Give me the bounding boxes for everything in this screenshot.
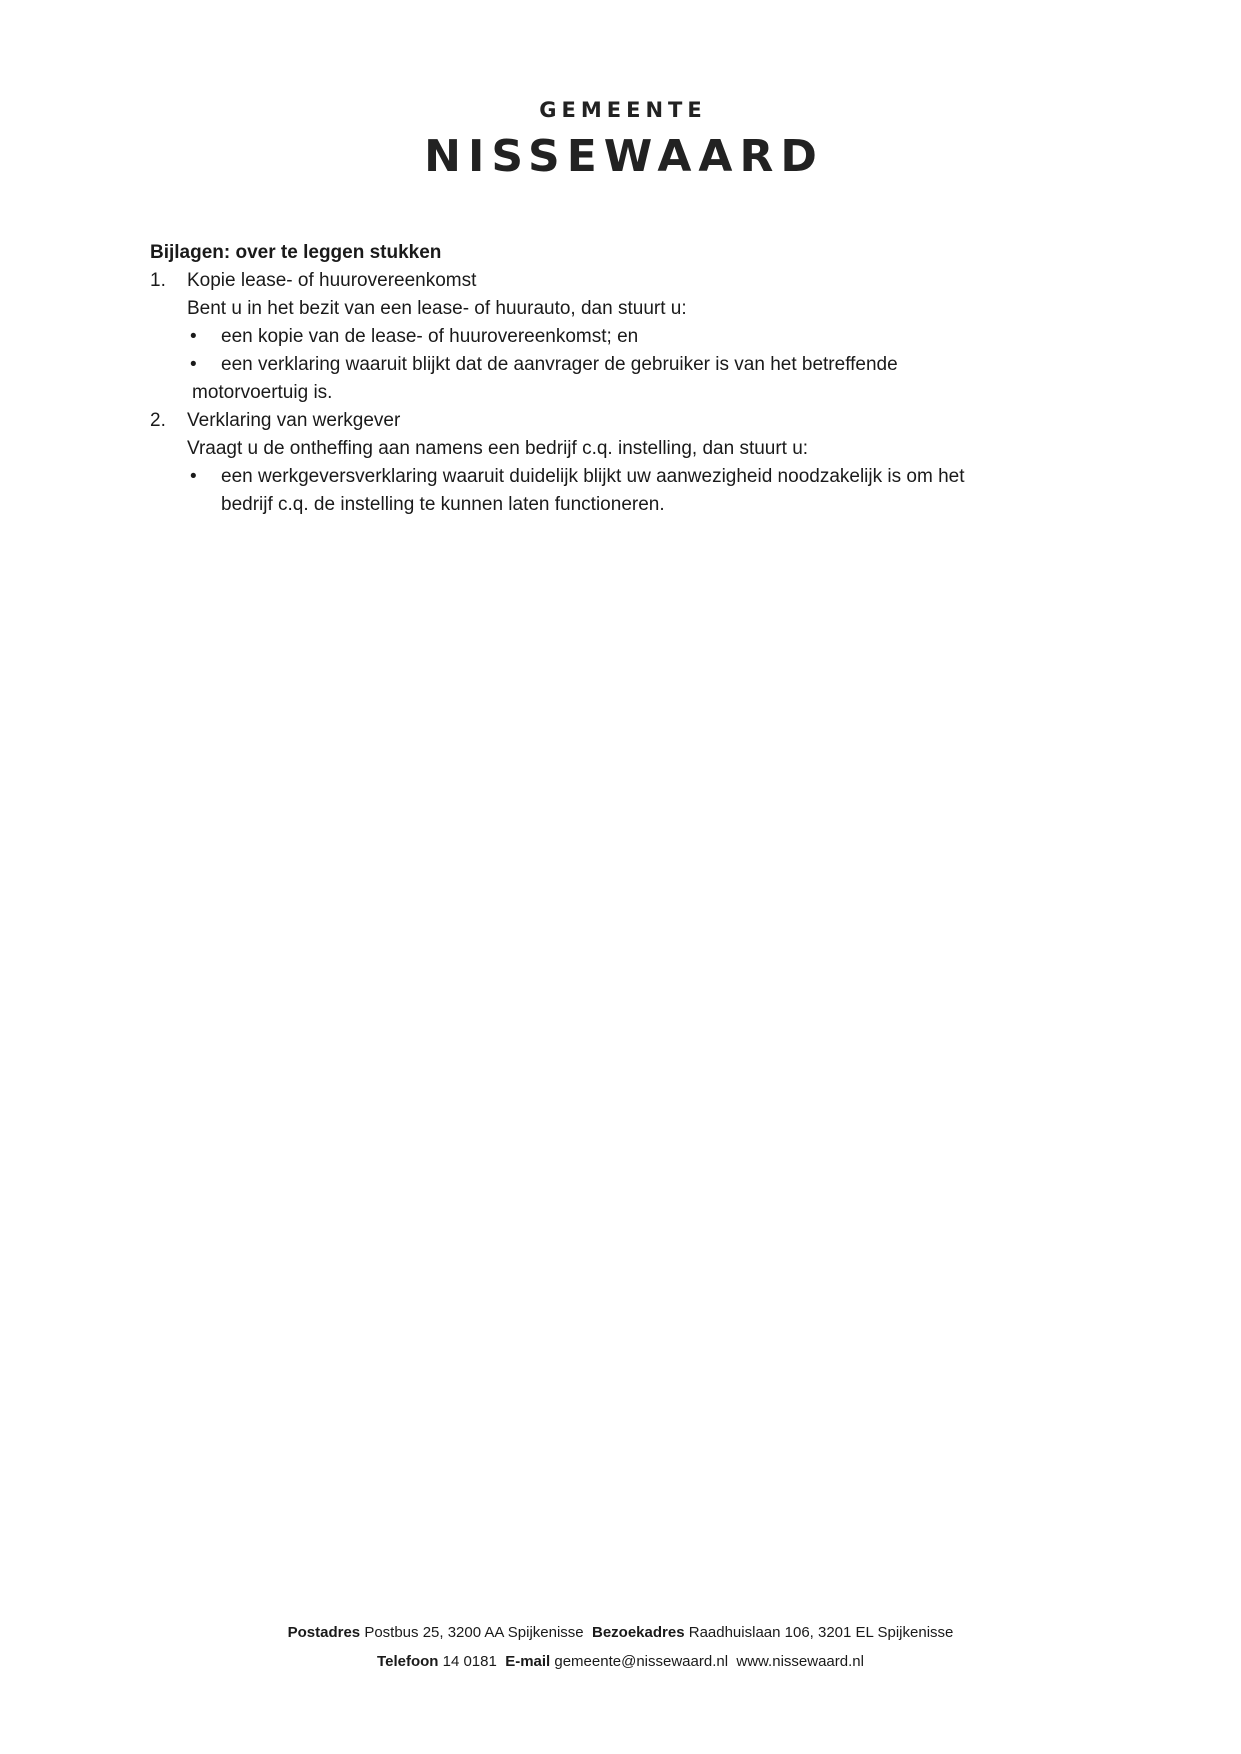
bullet-item bbox=[187, 323, 1100, 351]
list-item-1 bbox=[150, 267, 1100, 407]
logo-main-text: NISSEWAARD bbox=[424, 131, 824, 182]
footer-contact-line bbox=[0, 1647, 1241, 1676]
item-number: 2. bbox=[150, 410, 166, 431]
bullet-text-continuation: motorvoertuig is. bbox=[192, 382, 333, 403]
bullet-text-continuation: bedrijf c.q. de instelling te kunnen laten functioneren. bbox=[221, 494, 665, 515]
website-link[interactable]: www.nissewaard.nl bbox=[736, 1653, 864, 1670]
bezoekadres-label: Bezoekadres bbox=[592, 1624, 685, 1641]
telefoon-value: 14 0181 bbox=[442, 1653, 497, 1670]
footer-address-line bbox=[0, 1618, 1241, 1647]
email-label: E-mail bbox=[505, 1653, 551, 1670]
bullet-text: een kopie van de lease- of huurovereenkomst; en bbox=[221, 326, 639, 347]
bullet-text: een verklaring waaruit blijkt dat de aanvrager de gebruiker is van het betreffende bbox=[221, 354, 898, 375]
document-body bbox=[150, 239, 1100, 519]
postadres-value: Postbus 25, 3200 AA Spijkenisse bbox=[364, 1624, 584, 1641]
page-footer bbox=[0, 1618, 1241, 1676]
bullet-icon: • bbox=[190, 326, 197, 347]
item-number: 1. bbox=[150, 270, 166, 291]
bullet-icon: • bbox=[190, 354, 197, 375]
bullet-text: een werkgeversverklaring waaruit duidelijk blijkt uw aanwezigheid noodzakelijk is om het bbox=[221, 466, 965, 487]
bullet-item bbox=[187, 351, 1100, 407]
item-intro: Bent u in het bezit van een lease- of huurauto, dan stuurt u: bbox=[187, 298, 687, 319]
logo-top-text: GEMEENTE bbox=[539, 98, 707, 122]
section-heading: Bijlagen: over te leggen stukken bbox=[150, 242, 442, 263]
email-link[interactable]: gemeente@nissewaard.nl bbox=[554, 1653, 729, 1670]
telefoon-label: Telefoon bbox=[377, 1653, 439, 1670]
list-item-2 bbox=[150, 407, 1100, 519]
item-intro: Vraagt u de ontheffing aan namens een bedrijf c.q. instelling, dan stuurt u: bbox=[187, 438, 809, 459]
bullet-item bbox=[187, 463, 1100, 519]
municipality-logo bbox=[0, 96, 1241, 184]
bezoekadres-value: Raadhuislaan 106, 3201 EL Spijkenisse bbox=[688, 1624, 954, 1641]
item-title: Kopie lease- of huurovereenkomst bbox=[187, 270, 477, 291]
postadres-label: Postadres bbox=[287, 1624, 361, 1641]
bullet-icon: • bbox=[190, 466, 197, 487]
item-title: Verklaring van werkgever bbox=[187, 410, 401, 431]
